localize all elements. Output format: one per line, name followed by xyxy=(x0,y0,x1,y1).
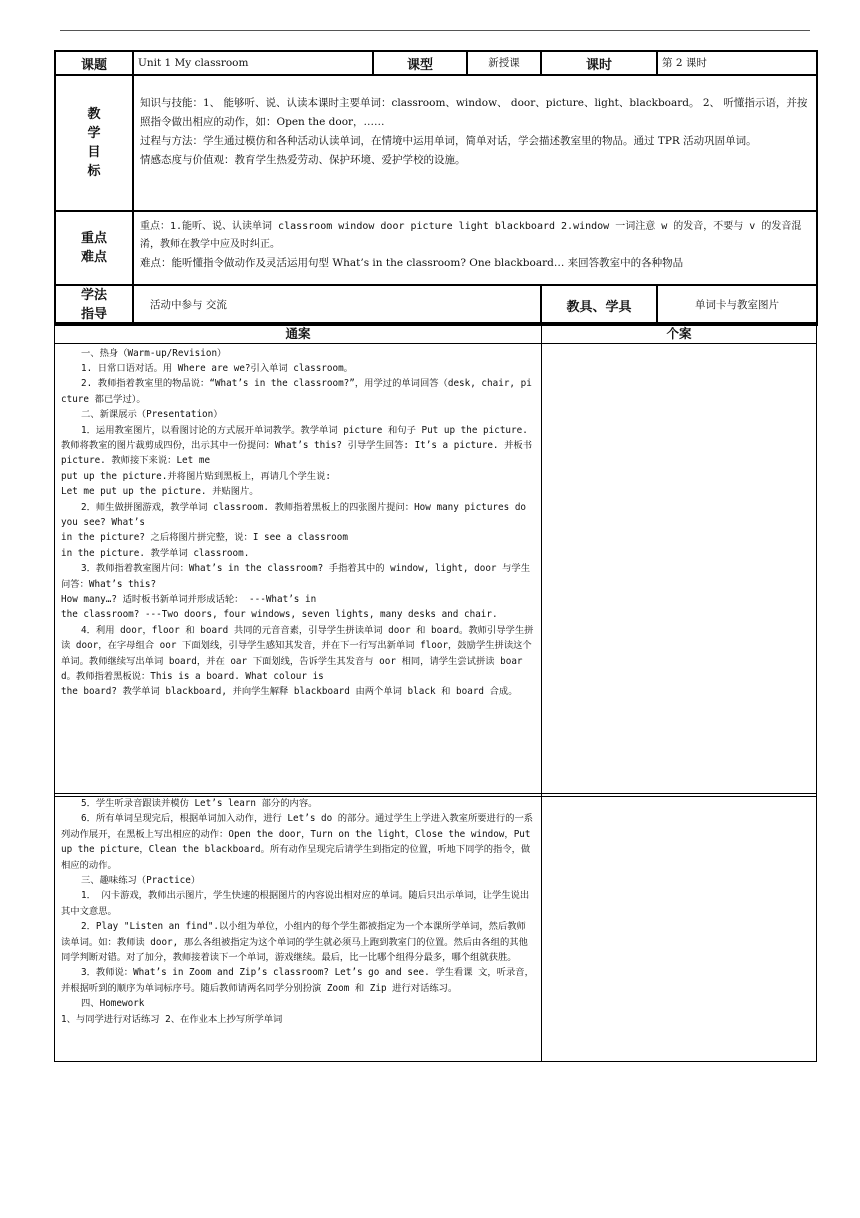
plan-line: 5．学生听录音跟读并模仿 Let’s learn 部分的内容。 xyxy=(81,798,318,809)
plan-table-1 xyxy=(54,322,817,797)
plan-line: 三、趣味练习（Practice） xyxy=(81,875,201,887)
column-individual-plan: 个案 xyxy=(542,323,817,343)
objectives-char: 教 xyxy=(87,107,101,122)
lesson-info-table xyxy=(54,50,818,326)
plan-line: 2．师生做拼图游戏，教学单词 classroom. 教师指着黑板上的四张图片提问：How many pictures do you see? What’s xyxy=(61,501,527,528)
plan-table-2 xyxy=(54,793,817,1062)
objectives-char: 目 xyxy=(87,145,101,160)
label-period: 课时 xyxy=(541,51,657,75)
plan-part2-content xyxy=(55,794,542,1062)
plan-part1-content xyxy=(55,343,542,796)
key-points-content xyxy=(133,211,817,285)
plan-line: 1、与同学进行对话练习 2、在作业本上抄写所学单词 xyxy=(61,1013,283,1025)
key-label-line: 重点 xyxy=(80,231,107,246)
plan-line: 6．所有单词呈现完后，根据单词加入动作，进行 Let’s do 的部分。通过学生上学进入教室所要进行的一系列动作展开，在黑板上写出相应的动作：Open the door，Turn on the light，Close the window，Put up the picture，Clean the blackboard。所有动作呈现完后请学生到指定的位置，听地下同学的指令，做相应的动作。 xyxy=(61,813,534,871)
label-tools: 教具、学具 xyxy=(541,285,657,325)
plan-line: 2．Play "Listen an find".以小组为单位，小组内的每个学生都被指定为一个本课所学单词，然后教师读单词。如：教师读 door, 那么各组被指定为这个单词的学生就必须马上跑到教室门的位置。然后由各组的其他同学判断对错。对了加分，教师接着读下一个单词，游戏继续。最后，比一比哪个组得分最多，哪个组就获胜。 xyxy=(61,921,528,964)
topic-value: Unit 1 My classroom xyxy=(133,51,373,75)
difficult-point: 难点：能听懂指令做动作及灵活运用句型 What’s in the classroom? One blackboard… 来回答教室中的各种物品 xyxy=(140,257,684,269)
plan-line: 一、热身（Warm-up/Revision） xyxy=(81,347,227,359)
plan-line: the classroom? ---Two doors, four windows, seven lights, many desks and chair. xyxy=(61,609,498,621)
header-rule xyxy=(60,30,810,31)
plan-line: How many…? 适时板书新单词并形成话轮： ---What’s in xyxy=(61,594,317,605)
label-lesson-type: 课型 xyxy=(373,51,467,75)
method-label-line: 指导 xyxy=(80,307,107,322)
individual-plan-cell-1 xyxy=(542,343,817,796)
key-point: 重点：1.能听、说、认读单词 classroom window door picture light blackboard 2.window 一词注意 w 的发音，不要与 v 的发音混淆，教师在教学中应及时纠正。 xyxy=(140,221,802,250)
plan-line: 二、新课展示（Presentation） xyxy=(81,409,223,421)
plan-line: 2. 教师指着教室里的物品说：“What’s in the classroom?”，用学过的单词回答（desk, chair, picture 都已学过）。 xyxy=(61,378,532,405)
objective-knowledge: 知识与技能：1、 能够听、说、认读本课时主要单词：classroom、window、 door、picture、light、blackboard。 2、 听懂指示语，并按照指令做出相应的动作，如：Open the door，…… xyxy=(140,97,808,128)
plan-line: 3．教师指着教室图片问：What’s in the classroom? 手指着其中的 window, light, door 与学生问答：What’s this? xyxy=(61,563,531,590)
plan-line: 1．运用教室图片，以看图讨论的方式展开单词教学。教学单词 picture 和句子 Put up the picture. 教师将教室的图片裁剪成四份，出示其中一份提问：What’s this? 引导学生回答: It’s a picture. 并板书 picture. 教师接下来说：Let me xyxy=(61,424,533,467)
objectives-char: 学 xyxy=(87,126,101,141)
label-objectives xyxy=(55,75,133,211)
plan-line: in the picture. 教学单词 classroom. xyxy=(61,547,250,559)
plan-line: in the picture? 之后将图片拼完整，说：I see a classroom xyxy=(61,532,348,544)
method-label-line: 学法 xyxy=(80,288,107,303)
label-method xyxy=(55,285,133,325)
plan-line: 四、Homework xyxy=(81,998,145,1010)
column-common-plan: 通案 xyxy=(55,323,542,343)
objectives-content xyxy=(133,75,817,211)
individual-plan-cell-2 xyxy=(542,794,817,1062)
label-topic: 课题 xyxy=(55,51,133,75)
objectives-char: 标 xyxy=(87,164,101,179)
period-value: 第 2 课时 xyxy=(657,51,817,75)
plan-line: 1. 日常口语对话。用 Where are we?引入单词 classroom。 xyxy=(81,362,353,374)
label-key-points xyxy=(55,211,133,285)
plan-line: the board? 教学单词 blackboard, 并向学生解释 blackboard 由两个单词 black 和 board 合成。 xyxy=(61,686,518,698)
method-value: 活动中参与 交流 xyxy=(133,285,541,325)
plan-line: Let me put up the picture. 并贴图片。 xyxy=(61,486,259,498)
key-label-line: 难点 xyxy=(80,250,107,265)
lesson-type-value: 新授课 xyxy=(467,51,541,75)
plan-line: 4．利用 door，floor 和 board 共同的元音音素，引导学生拼读单词 door 和 board。教师引导学生拼读 door，在字母组合 oor 下面划线，引导学生感知其发音，并在下一行写出新单词 floor，鼓励学生拼读这个单词。教师继续写出单词 board，并在 oar 下面划线，告诉学生其发音与 oor 相同，请学生尝试拼读 board。教师指着黑板说：This is a board. What colour is xyxy=(61,624,534,683)
objective-process: 过程与方法：学生通过模仿和各种活动认读单词，在情境中运用单词，简单对话，学会描述教室里的物品。通过 TPR 活动巩固单词。 xyxy=(140,135,757,147)
plan-line: 1． 闪卡游戏，教师出示图片，学生快速的根据图片的内容说出相对应的单词。随后只出示单词，让学生说出其中文意思。 xyxy=(61,890,530,917)
tools-value: 单词卡与教室图片 xyxy=(657,285,817,325)
plan-line: put up the picture.并将图片贴到黑板上，再请几个学生说: xyxy=(61,470,331,482)
plan-line: 3．教师说：What’s in Zoom and Zip’s classroom? Let’s go and see. 学生看课 文，听录音，并根据听到的顺序为单词标序号。随后教师请两名同学分别扮演 Zoom 和 Zip 进行对话练习。 xyxy=(61,967,534,994)
objective-attitude: 情感态度与价值观：教育学生热爱劳动、保护环境、爱护学校的设施。 xyxy=(140,154,466,166)
